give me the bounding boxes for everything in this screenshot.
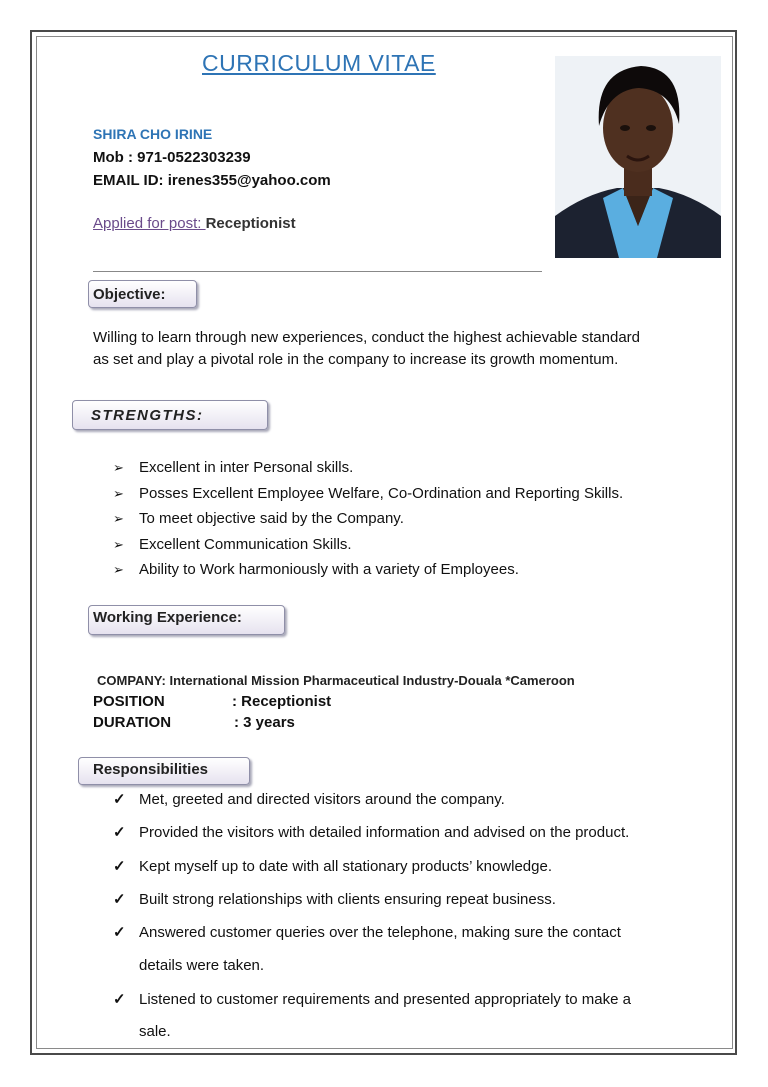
position-row bbox=[93, 693, 331, 710]
arrow-bullet-icon: ➢ bbox=[113, 562, 124, 577]
objective-line-2: as set and play a pivotal role in the company to increase its growth momentum. bbox=[93, 351, 619, 368]
duration-row bbox=[93, 714, 295, 731]
arrow-bullet-icon: ➢ bbox=[113, 460, 124, 475]
checkmark-bullet-icon: ✓ bbox=[113, 858, 126, 875]
strengths-list bbox=[113, 457, 623, 585]
list-item-continuation: sale. bbox=[139, 1023, 171, 1040]
position-value: : Receptionist bbox=[232, 693, 332, 710]
list-item-continuation: details were taken. bbox=[139, 957, 265, 974]
checkmark-bullet-icon: ✓ bbox=[113, 924, 126, 941]
document-title: CURRICULUM VITAE bbox=[202, 50, 436, 76]
objective-line-1: Willing to learn through new experiences, conduct the highest achievable standard bbox=[93, 329, 641, 346]
section-heading-responsibilities: Responsibilities bbox=[78, 757, 250, 785]
duration-label: DURATION bbox=[93, 714, 172, 731]
list-item: ➢ Ability to Work harmoniously with a variety of Employees. bbox=[113, 559, 623, 585]
section-heading-working-experience: Working Experience: bbox=[88, 605, 285, 635]
mobile-number: Mob : 971-0522303239 bbox=[93, 149, 251, 166]
arrow-bullet-icon: ➢ bbox=[113, 536, 124, 552]
candidate-name: SHIRA CHO IRINE bbox=[93, 126, 213, 142]
list-item: ✓ Answered customer queries over the telephone, making sure the contact bbox=[113, 924, 621, 941]
arrow-bullet-icon: ➢ bbox=[113, 485, 124, 501]
checkmark-bullet-icon: ✓ bbox=[113, 991, 126, 1008]
list-item: ✓ Met, greeted and directed visitors around the company. bbox=[113, 791, 505, 808]
checkmark-bullet-icon: ✓ bbox=[113, 791, 126, 808]
list-item: ✓ Built strong relationships with clients ensuring repeat business. bbox=[113, 891, 556, 908]
position-label: POSITION bbox=[93, 693, 165, 710]
checkmark-bullet-icon: ✓ bbox=[113, 824, 126, 841]
applied-for-post bbox=[93, 215, 296, 232]
profile-photo bbox=[555, 56, 721, 258]
applied-value: Receptionist bbox=[205, 215, 296, 232]
company-line: COMPANY: International Mission Pharmaceutical Industry-Douala *Cameroon bbox=[97, 673, 575, 688]
section-heading-objective: Objective: bbox=[88, 280, 197, 308]
email-address: EMAIL ID: irenes355@yahoo.com bbox=[93, 172, 331, 189]
list-item: ➢ To meet objective said by the Company. bbox=[113, 508, 623, 534]
duration-value: : 3 years bbox=[234, 714, 295, 731]
list-item: ➢ Excellent in inter Personal skills. bbox=[113, 457, 623, 483]
list-item: ✓ Kept myself up to date with all stationary products’ knowledge. bbox=[113, 858, 552, 875]
arrow-bullet-icon: ➢ bbox=[113, 511, 124, 526]
list-item: ✓ Listened to customer requirements and presented appropriately to make a bbox=[113, 991, 631, 1008]
list-item: ✓ Provided the visitors with detailed information and advised on the product. bbox=[113, 824, 630, 841]
header-divider bbox=[93, 271, 542, 272]
checkmark-bullet-icon: ✓ bbox=[113, 891, 126, 908]
list-item: ➢ Excellent Communication Skills. bbox=[113, 534, 623, 560]
list-item: ➢ Posses Excellent Employee Welfare, Co-Ordination and Reporting Skills. bbox=[113, 483, 623, 509]
section-heading-strengths: STRENGTHS: bbox=[72, 400, 268, 430]
applied-label: Applied for post: bbox=[93, 215, 206, 232]
